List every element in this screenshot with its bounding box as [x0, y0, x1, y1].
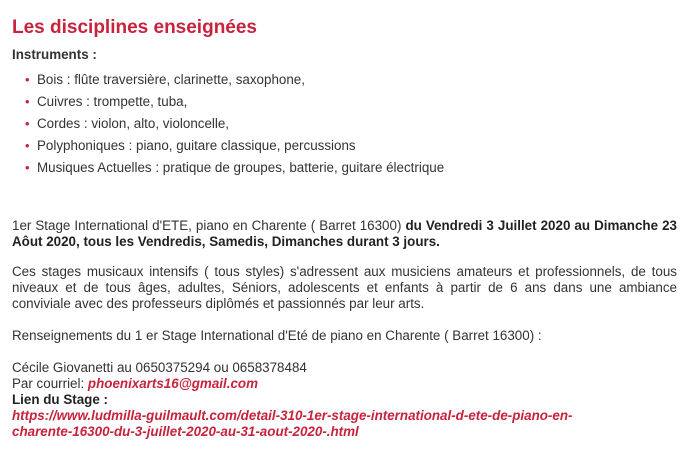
instrument-cuivres: Cuivres : trompette, tuba,	[37, 94, 188, 109]
instrument-polyphoniques: Polyphoniques : piano, guitare classique, percussions	[37, 138, 356, 153]
list-item	[25, 91, 677, 113]
bullet-icon: •	[25, 72, 30, 87]
section-title: Les disciplines enseignées	[12, 17, 257, 38]
stage-link-label: Lien du Stage :	[12, 392, 108, 407]
stage-url-line-1[interactable]: https://www.ludmilla-guilmault.com/detail-310-1er-stage-international-d-ete-de-piano-en-	[12, 408, 573, 423]
stage-paragraph	[12, 218, 677, 250]
instrument-musiques-actuelles: Musiques Actuelles : pratique de groupes, batterie, guitare électrique	[37, 160, 445, 175]
stage-intro: 1er Stage International d'ETE, piano en Charente ( Barret 16300)	[12, 218, 406, 233]
contact-email-line	[12, 376, 677, 392]
bullet-icon: •	[25, 138, 30, 153]
instrument-bois: Bois : flûte traversière, clarinette, saxophone,	[37, 72, 305, 87]
bullet-icon: •	[25, 160, 30, 175]
list-item	[25, 113, 677, 135]
list-item	[25, 157, 677, 179]
bullet-icon: •	[25, 94, 30, 109]
instruments-list	[12, 69, 677, 179]
email-link[interactable]: phoenixarts16@gmail.com	[87, 376, 258, 391]
description-paragraph: Ces stages musicaux intensifs ( tous styles) s'adressent aux musiciens amateurs et professionnels, de tous niveaux et de tous âges, adultes, Séniors, adolescents et enfants à partir de 6 ans dans une ambiance conviviale avec des professeurs diplômés et passionnés par leur arts.	[12, 264, 677, 311]
list-item	[25, 135, 677, 157]
info-paragraph: Renseignements du 1 er Stage International d'Eté de piano en Charente ( Barret 16300) :	[12, 328, 542, 343]
list-item	[25, 69, 677, 91]
contact-block	[12, 360, 677, 440]
instruments-label: Instruments :	[12, 47, 97, 62]
contact-phone: Cécile Giovanetti au 0650375294 ou 0658378484	[12, 360, 307, 375]
bullet-icon: •	[25, 116, 30, 131]
stage-url-link[interactable]	[12, 408, 677, 440]
stage-url-line-2[interactable]: charente-16300-du-3-juillet-2020-au-31-aout-2020-.html	[12, 424, 359, 439]
instrument-cordes: Cordes : violon, alto, violoncelle,	[37, 116, 230, 131]
stage-dates: du Vendredi 3 Juillet 2020 au Dimanche 23 Aôut 2020, tous les Vendredis, Samedis, Dimanches durant 3 jours.	[12, 218, 677, 249]
email-prefix: Par courriel:	[12, 376, 88, 391]
